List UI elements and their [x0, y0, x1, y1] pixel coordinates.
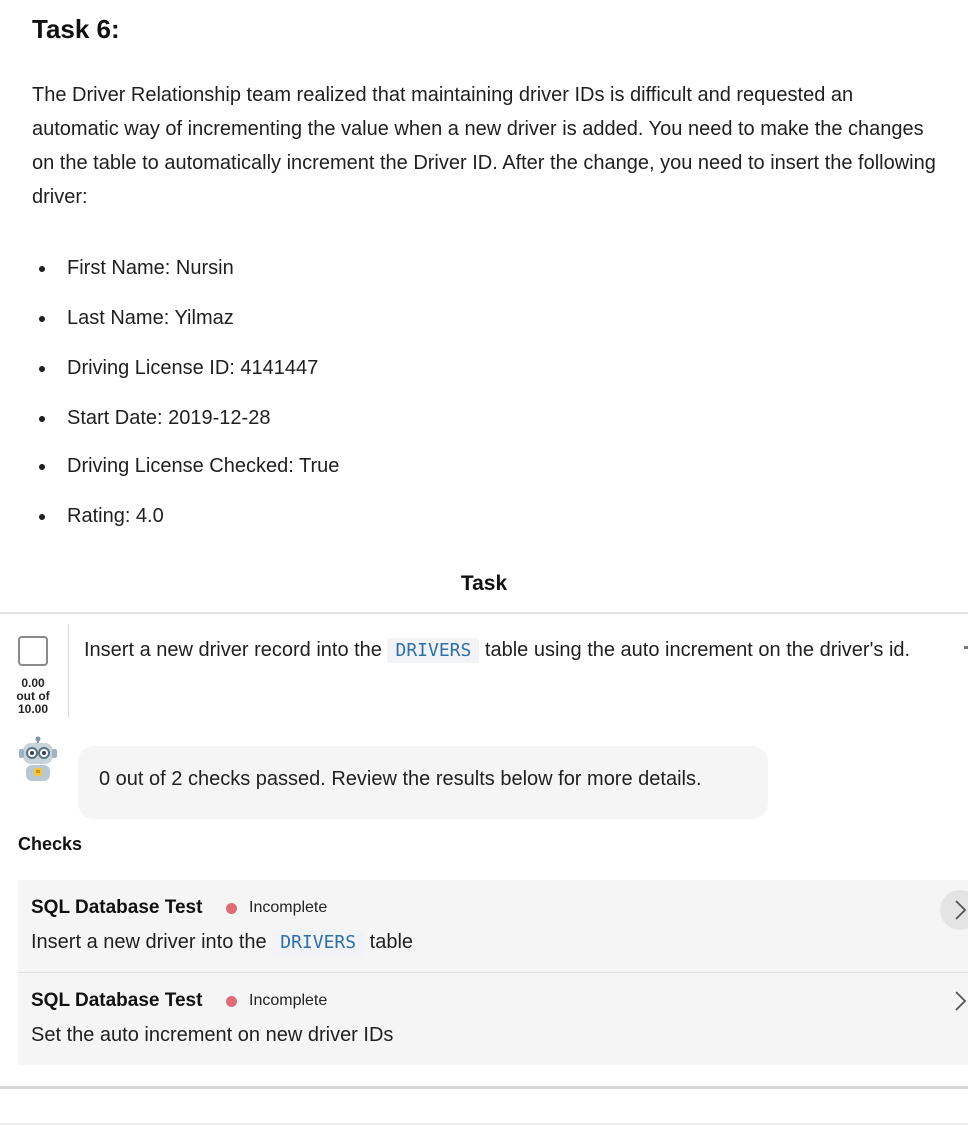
driver-field-last-name: Last Name: Yilmaz [67, 307, 234, 329]
status-dot-icon [226, 903, 237, 914]
chevron-right-icon [940, 890, 968, 930]
expand-check-button[interactable] [940, 890, 968, 930]
check-description: Set the auto increment on new driver IDs [31, 1024, 394, 1046]
check-title: SQL Database Test [31, 990, 203, 1011]
list-item [0, 352, 600, 384]
task-description: The Driver Relationship team realized that maintaining driver IDs is difficult and requested an automatic way of incrementing the value when a new driver is added. You need to make the changes on the table to automatically increment the Driver ID. After the change, you need to insert the following driver: [32, 84, 936, 208]
check-desc-before: Insert a new driver into the [31, 931, 267, 953]
status-badge: Incomplete [249, 992, 328, 1009]
vertical-divider [68, 624, 69, 718]
score-out-of-label: out of [16, 689, 50, 703]
driver-field-first-name: First Name: Nursin [67, 257, 234, 279]
check-description [31, 931, 413, 954]
bullet-icon [39, 514, 45, 520]
bullet-icon [39, 266, 45, 272]
list-item [0, 252, 600, 284]
section-divider-bottom [0, 1086, 968, 1089]
list-item [0, 402, 600, 434]
score-value: 0.00 [21, 676, 45, 690]
check-title: SQL Database Test [31, 897, 203, 918]
driver-field-rating: Rating: 4.0 [67, 505, 164, 527]
feedback-message: 0 out of 2 checks passed. Review the results below for more details. [99, 768, 702, 790]
check-item-auto-increment[interactable] [18, 973, 968, 1065]
feedback-bubble [78, 746, 768, 819]
task-complete-checkbox[interactable] [18, 636, 48, 666]
bullet-icon [39, 464, 45, 470]
expand-check-button[interactable] [948, 987, 968, 1015]
chevron-right-icon [948, 987, 968, 1015]
task-score [8, 677, 58, 716]
drivers-table-code: DRIVERS [387, 638, 479, 663]
robot-assistant-icon [14, 736, 62, 784]
instruction-text-before: Insert a new driver record into the [84, 639, 382, 661]
instruction-text-after: table using the auto increment on the driver's id. [484, 639, 911, 661]
checks-heading: Checks [18, 834, 83, 854]
driver-field-license-id: Driving License ID: 4141447 [67, 357, 319, 379]
status-badge: Incomplete [249, 899, 328, 916]
bullet-icon [39, 366, 45, 372]
score-max: 10.00 [17, 702, 49, 716]
list-item [0, 500, 600, 532]
task-section-title: Task [460, 572, 508, 595]
check-desc-after: table [369, 931, 414, 953]
drivers-table-code: DRIVERS [272, 930, 364, 955]
page-divider [0, 1123, 968, 1125]
bullet-icon [39, 416, 45, 422]
task-instruction [84, 634, 944, 667]
list-item [0, 302, 600, 334]
status-dot-icon [226, 996, 237, 1007]
edge-tick-mark [964, 646, 968, 649]
task-heading: Task 6: [32, 14, 120, 44]
bullet-icon [39, 316, 45, 322]
section-divider [0, 612, 968, 614]
driver-field-start-date: Start Date: 2019-12-28 [67, 407, 271, 429]
driver-field-license-checked: Driving License Checked: True [67, 455, 340, 477]
list-item [0, 450, 600, 482]
check-item-insert-driver[interactable] [18, 880, 968, 972]
